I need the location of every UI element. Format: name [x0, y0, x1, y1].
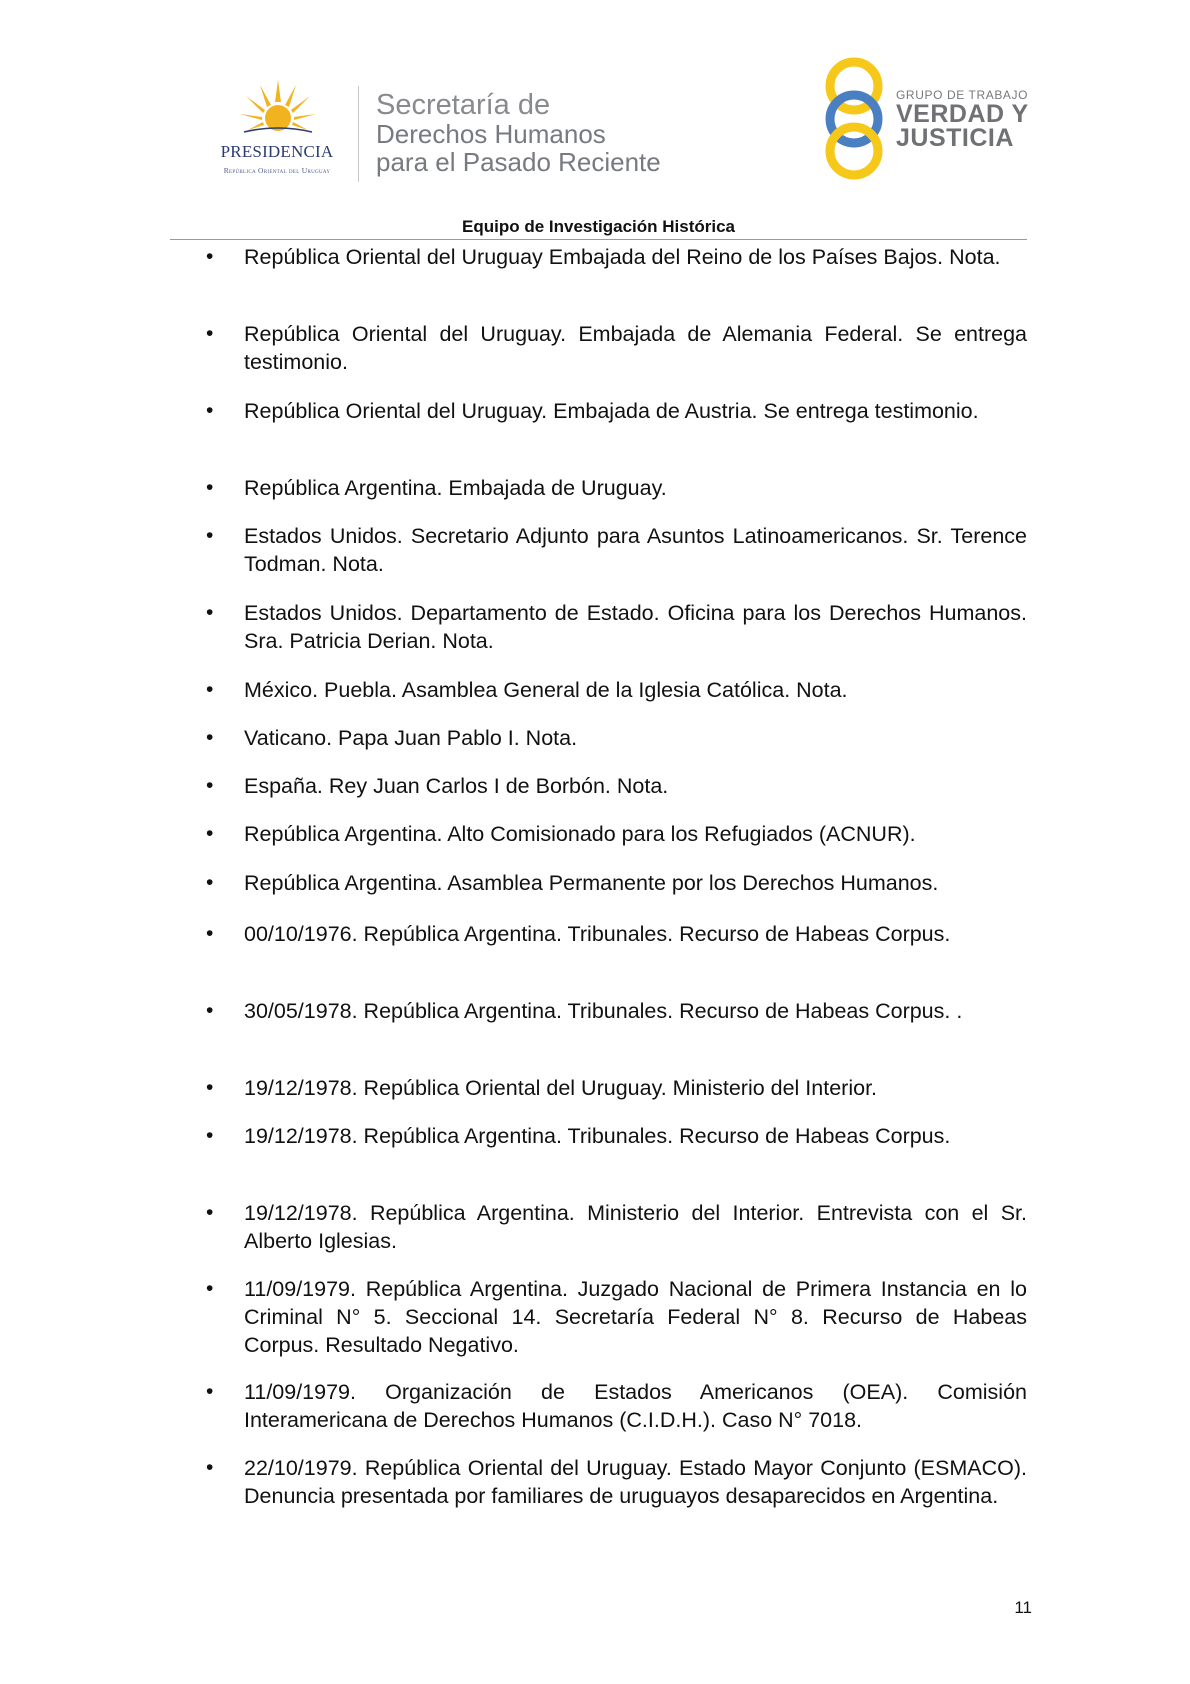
list-item-text: 19/12/1978. República Argentina. Ministerio del Interior. Entrevista con el Sr. Alberto Iglesias.: [244, 1201, 1027, 1253]
list-item-text: 11/09/1979. Organización de Estados Americanos (OEA). Comisión Interamericana de Derechos Humanos (C.I.D.H.). Caso N° 7018.: [244, 1380, 1027, 1432]
secretaria-logo-text: [376, 90, 661, 176]
bullet-icon: •: [206, 476, 214, 499]
bullet-icon: •: [206, 1380, 214, 1403]
list-item-text: 19/12/1978. República Argentina. Tribunales. Recurso de Habeas Corpus.: [244, 1124, 951, 1148]
bullet-icon: •: [206, 822, 214, 845]
list-item-text: 30/05/1978. República Argentina. Tribunales. Recurso de Habeas Corpus. .: [244, 999, 963, 1023]
list-item-text: 19/12/1978. República Oriental del Uruguay. Ministerio del Interior.: [244, 1076, 878, 1100]
secretaria-line-1: Secretaría de: [376, 89, 551, 121]
list-item-text: Estados Unidos. Departamento de Estado. Oficina para los Derechos Humanos. Sra. Patricia Derian. Nota.: [244, 601, 1027, 653]
bullet-icon: •: [206, 774, 214, 797]
list-item-text: España. Rey Juan Carlos I de Borbón. Nota.: [244, 774, 669, 798]
list-item-text: México. Puebla. Asamblea General de la Iglesia Católica. Nota.: [244, 678, 848, 702]
justicia-label: JUSTICIA: [896, 124, 1014, 152]
list-item-text: República Argentina. Alto Comisionado para los Refugiados (ACNUR).: [244, 822, 916, 846]
list-item-text: República Oriental del Uruguay. Embajada de Alemania Federal. Se entrega testimonio.: [244, 322, 1027, 374]
page-header: [0, 0, 1190, 236]
bullet-icon: •: [206, 1456, 214, 1479]
bullet-icon: •: [206, 245, 214, 268]
page-number: 11: [1014, 1598, 1032, 1617]
bullet-icon: •: [206, 678, 214, 701]
verdad-label: VERDAD Y: [896, 100, 1029, 128]
bullet-icon: •: [206, 601, 214, 624]
secretaria-line-2: Derechos Humanos: [376, 119, 606, 149]
bullet-icon: •: [206, 399, 214, 422]
grupo-label: GRUPO DE TRABAJO: [896, 88, 1029, 102]
bullet-icon: •: [206, 322, 214, 345]
list-item-text: República Oriental del Uruguay. Embajada de Austria. Se entrega testimonio.: [244, 399, 979, 423]
list-item-text: República Argentina. Asamblea Permanente por los Derechos Humanos.: [244, 871, 939, 895]
bullet-icon: •: [206, 1076, 214, 1099]
list-item-text: 00/10/1976. República Argentina. Tribunales. Recurso de Habeas Corpus.: [244, 922, 951, 946]
bullet-icon: •: [206, 922, 214, 945]
bullet-icon: •: [206, 871, 214, 894]
bullet-icon: •: [206, 1124, 214, 1147]
list-item-text: 22/10/1979. República Oriental del Uruguay. Estado Mayor Conjunto (ESMACO). Denuncia presentada por familiares de uruguayos desaparecidos en Argentina.: [244, 1456, 1027, 1508]
presidencia-title: PRESIDENCIA: [220, 142, 334, 161]
logo-divider: [358, 86, 359, 182]
presidencia-subtitle: República Oriental del Uruguay: [223, 166, 331, 175]
list-item-text: República Oriental del Uruguay Embajada del Reino de los Países Bajos. Nota.: [244, 245, 1001, 269]
verdad-justicia-logo-text: [896, 88, 1029, 150]
header-rule: [170, 239, 1027, 240]
list-item-text: Vaticano. Papa Juan Pablo I. Nota.: [244, 726, 578, 750]
list-item-text: 11/09/1979. República Argentina. Juzgado Nacional de Primera Instancia en lo Criminal N° 5. Seccional 14. Secretaría Federal N° 8. Recurso de Habeas Corpus. Resultado Negativo.: [244, 1277, 1027, 1357]
team-heading: Equipo de Investigación Histórica: [462, 217, 735, 236]
presidencia-logo: [196, 80, 358, 180]
list-item-text: República Argentina. Embajada de Uruguay.: [244, 476, 667, 500]
bullet-icon: •: [206, 1277, 214, 1300]
bullet-icon: •: [206, 999, 214, 1022]
list-item-text: Estados Unidos. Secretario Adjunto para Asuntos Latinoamericanos. Sr. Terence Todman. Nota.: [244, 524, 1027, 576]
secretaria-line-3: para el Pasado Reciente: [376, 147, 661, 177]
bullet-icon: •: [206, 524, 214, 547]
bullet-icon: •: [206, 726, 214, 749]
sun-icon: [240, 80, 316, 138]
bullet-icon: •: [206, 1201, 214, 1224]
